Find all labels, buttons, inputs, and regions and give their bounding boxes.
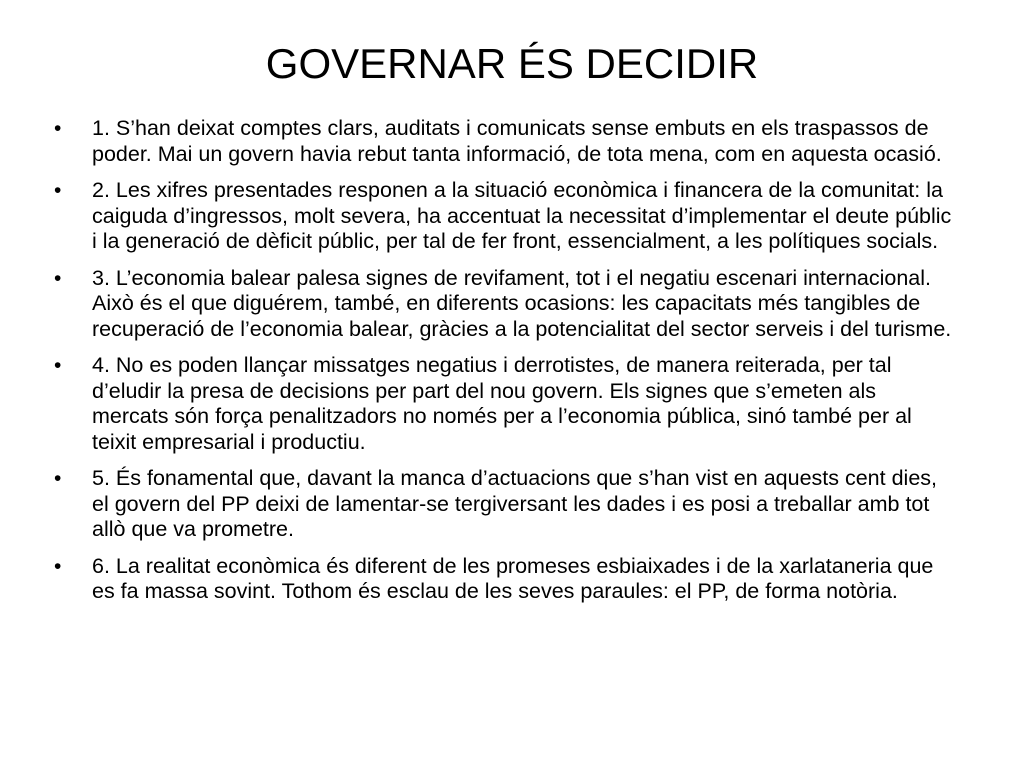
bullet-icon: • <box>54 117 62 140</box>
slide-title: GOVERNAR ÉS DECIDIR <box>265 40 759 87</box>
bullet-icon: • <box>54 467 62 490</box>
list-item-text: 3. L’economia balear palesa signes de revifament, tot i el negatiu escenari internacional. Això és el que diguérem, també, en diferents ocasions: les capacitats més tangibles de recuperació de l’economia balear, gràcies a la potencialitat del sector serveis i del turisme. <box>92 265 952 341</box>
bullet-icon: • <box>54 554 62 578</box>
list-item <box>54 466 954 543</box>
list-item-text: 6. La realitat econòmica és diferent de les promeses esbiaixades i de la xarlataneria que es fa massa sovint. Tothom és esclau de les seves paraules: el PP, de forma notòria. <box>92 553 934 603</box>
list-item <box>54 353 954 455</box>
list-item <box>54 178 954 255</box>
list-item <box>54 554 954 605</box>
list-item <box>54 266 954 343</box>
list-item <box>54 116 954 167</box>
list-item-text: 4. No es poden llançar missatges negatius i derrotistes, de manera reiterada, per tal d’eludir la presa de decisions per part del nou govern. Els signes que s’emeten als mercats són força penalitzadors no només per a l’economia pública, sinó també per al teixit empresarial i productiu. <box>92 353 912 454</box>
list-item-text: 5. És fonamental que, davant la manca d’actuacions que s’han vist en aquests cent dies, el govern del PP deixi de lamentar-se tergiversant les dades i es posi a treballar amb tot allò que va prometre. <box>92 466 937 541</box>
bullet-list <box>54 116 954 616</box>
bullet-icon: • <box>54 179 62 202</box>
list-item-text: 1. S’han deixat comptes clars, auditats i comunicats sense embuts en els traspassos de poder. Mai un govern havia rebut tanta informació, de tota mena, com en aquesta ocasió. <box>92 116 942 166</box>
bullet-icon: • <box>54 266 62 290</box>
list-item-text: 2. Les xifres presentades responen a la situació econòmica i financera de la comunitat: la caiguda d’ingressos, molt severa, ha accentuat la necessitat d’implementar el deute públic i la generació de dèficit públic, per tal de fer front, essencialment, a les polítiques socials. <box>92 178 952 253</box>
bullet-icon: • <box>54 354 62 377</box>
